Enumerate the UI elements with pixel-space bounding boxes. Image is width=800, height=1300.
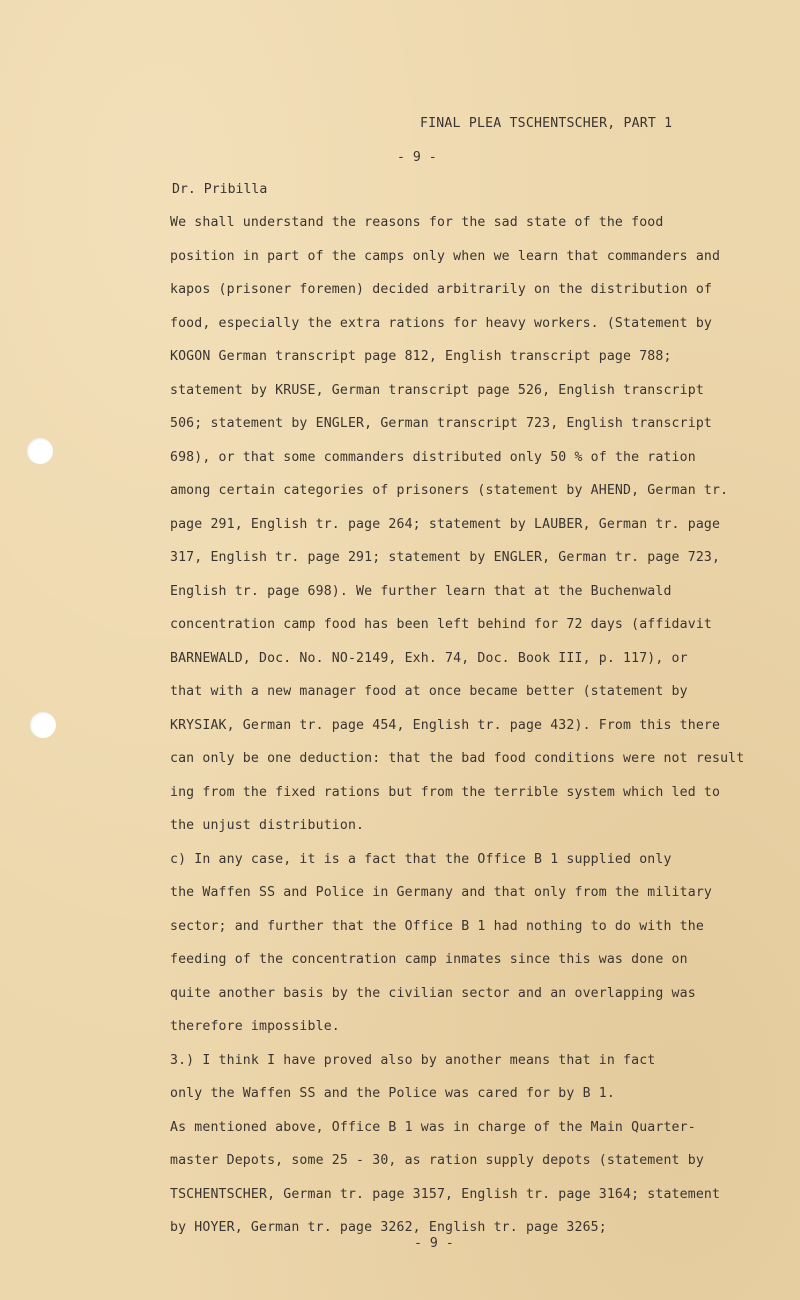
text-line: As mentioned above, Office B 1 was in charge of the Main Quarter- bbox=[170, 1119, 696, 1135]
text-line: 698), or that some commanders distributed only 50 % of the ration bbox=[170, 449, 696, 465]
text-line: page 291, English tr. page 264; statement by LAUBER, German tr. page bbox=[170, 516, 721, 532]
text-line: therefore impossible. bbox=[170, 1019, 340, 1034]
text-line: position in part of the camps only when we learn that commanders and bbox=[170, 248, 721, 264]
speaker-name: Dr. Pribilla bbox=[172, 182, 268, 197]
text-line: ing from the fixed rations but from the terrible system which led to bbox=[170, 784, 721, 800]
text-line: quite another basis by the civilian sector and an overlapping was bbox=[170, 985, 696, 1001]
text-line: 3.) I think I have proved also by another means that in fact bbox=[170, 1052, 656, 1068]
text-line: master Depots, some 25 - 30, as ration supply depots (statement by bbox=[170, 1153, 704, 1168]
punch-hole bbox=[30, 712, 56, 738]
text-line: KOGON German transcript page 812, English transcript page 788; bbox=[170, 349, 672, 364]
text-line: KRYSIAK, German tr. page 454, English tr. page 432). From this there bbox=[170, 717, 721, 733]
text-line: kapos (prisoner foremen) decided arbitrarily on the distribution of bbox=[170, 282, 712, 297]
text-line: statement by KRUSE, German transcript page 526, English transcript bbox=[170, 382, 704, 398]
text-line: English tr. page 698). We further learn that at the Buchenwald bbox=[170, 583, 672, 599]
text-line: TSCHENTSCHER, German tr. page 3157, English tr. page 3164; statement bbox=[170, 1186, 721, 1202]
text-line: 317, English tr. page 291; statement by ENGLER, German tr. page 723, bbox=[170, 550, 721, 565]
text-line: that with a new manager food at once became better (statement by bbox=[170, 684, 688, 699]
text-line: BARNEWALD, Doc. No. NO-2149, Exh. 74, Doc. Book III, p. 117), or bbox=[170, 650, 688, 666]
text-line: food, especially the extra rations for heavy workers. (Statement by bbox=[170, 315, 712, 331]
text-line: c) In any case, it is a fact that the Office B 1 supplied only bbox=[170, 851, 672, 867]
text-line: We shall understand the reasons for the sad state of the food bbox=[170, 215, 664, 230]
text-line: the unjust distribution. bbox=[170, 818, 365, 833]
punch-hole bbox=[27, 438, 53, 464]
text-line: feeding of the concentration camp inmates since this was done on bbox=[170, 952, 688, 967]
text-line: the Waffen SS and Police in Germany and that only from the military bbox=[170, 885, 712, 900]
text-line: can only be one deduction: that the bad food conditions were not result bbox=[170, 751, 745, 766]
text-line: only the Waffen SS and the Police was cared for by B 1. bbox=[170, 1086, 615, 1101]
document-body bbox=[170, 212, 770, 1251]
text-line: concentration camp food has been left behind for 72 days (affidavit bbox=[170, 617, 712, 632]
text-line: among certain categories of prisoners (statement by AHEND, German tr. bbox=[170, 483, 729, 498]
text-line: by HOYER, German tr. page 3262, English tr. page 3265; bbox=[170, 1220, 607, 1235]
page-number-bottom: - 9 - bbox=[414, 1236, 454, 1251]
text-line: sector; and further that the Office B 1 had nothing to do with the bbox=[170, 918, 704, 934]
page-number-top: - 9 - bbox=[397, 150, 437, 165]
document-header: FINAL PLEA TSCHENTSCHER, PART 1 bbox=[420, 116, 673, 131]
text-line: 506; statement by ENGLER, German transcript 723, English transcript bbox=[170, 416, 712, 431]
